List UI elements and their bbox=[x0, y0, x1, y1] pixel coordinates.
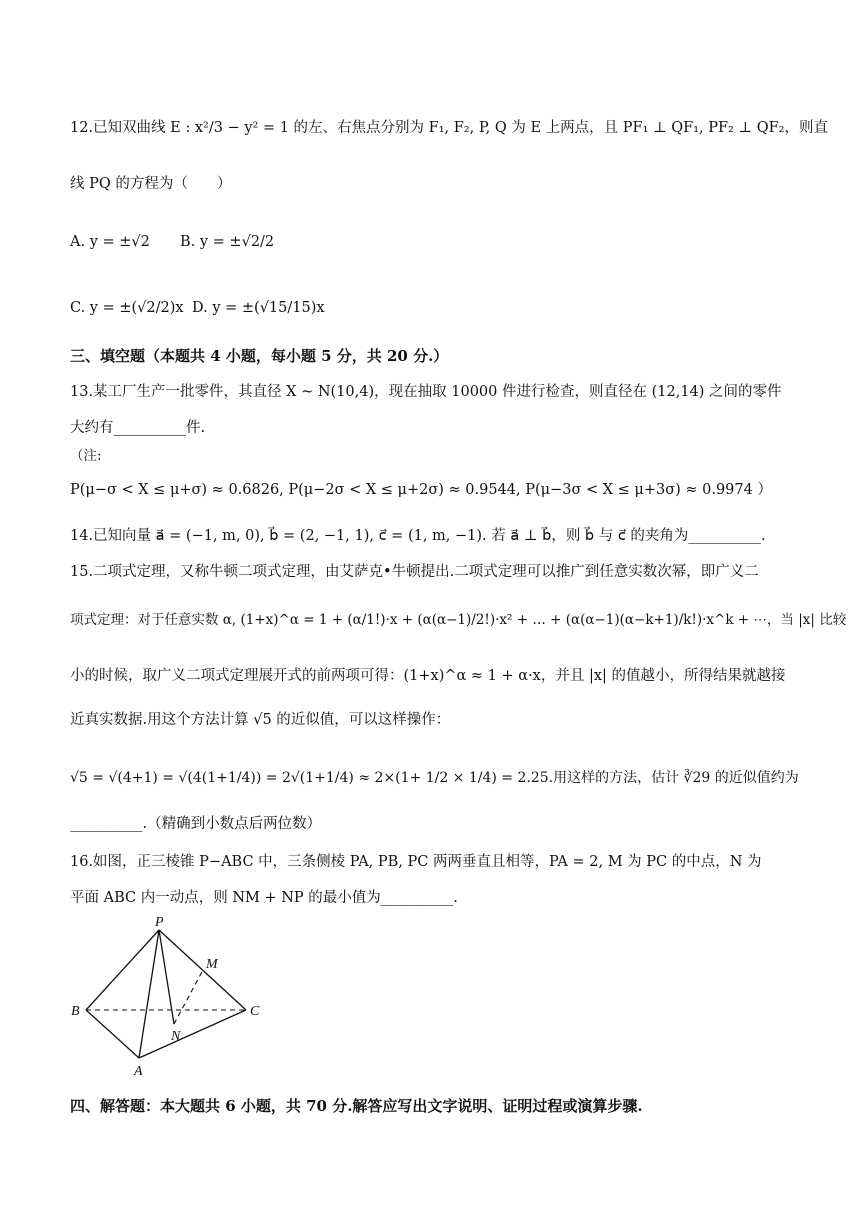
q12-stem-line1: 12.已知双曲线 E : x²/3 − y² = 1 的左、右焦点分别为 F₁, F₂, P, Q 为 E 上两点，且 PF₁ ⊥ QF₁, PF₂ ⊥ QF₂，则直 bbox=[70, 120, 828, 136]
section-4-title: 四、解答题：本大题共 6 小题，共 70 分.解答应写出文字说明、证明过程或演算步骤. bbox=[70, 1097, 643, 1115]
label-c: C bbox=[250, 1004, 260, 1019]
label-n: N bbox=[171, 1029, 181, 1044]
q12-option-b: B. y = ±√2/2 bbox=[180, 234, 275, 250]
q13-line1: 13.某工厂生产一批零件，其直径 X ~ N(10,4)，现在抽取 10000 件进行检查，则直径在 (12,14) 之间的零件 bbox=[70, 384, 782, 400]
q16-line1: 16.如图，正三棱锥 P−ABC 中，三条侧棱 PA, PB, PC 两两垂直且相等，PA = 2, M 为 PC 的中点，N 为 bbox=[70, 854, 762, 870]
label-b: B bbox=[71, 1004, 80, 1019]
q16-line2: 平面 ABC 内一动点，则 NM + NP 的最小值为__________. bbox=[70, 890, 458, 906]
q12-option-a: A. y = ±√2 bbox=[70, 234, 150, 250]
q14-line1: 14.已知向量 a⃗ = (−1, m, 0), b⃗ = (2, −1, 1), c⃗ = (1, m, −1). 若 a⃗ ⊥ b⃗，则 b⃗ 与 c⃗ 的夹角为__________. bbox=[70, 528, 766, 544]
edge-pc bbox=[159, 930, 246, 1010]
label-p: P bbox=[155, 915, 164, 930]
q13-note-label: （注: bbox=[70, 448, 102, 464]
pyramid-diagram bbox=[66, 912, 266, 1082]
edge-ac bbox=[139, 1010, 246, 1058]
q15-line1: 15.二项式定理，又称牛顿二项式定理，由艾萨克•牛顿提出.二项式定理可以推广到任意实数次幂，即广义二 bbox=[70, 564, 759, 580]
q15-line6: __________.（精确到小数点后两位数） bbox=[70, 816, 322, 832]
q15-line4: 近真实数据.用这个方法计算 √5 的近似值，可以这样操作： bbox=[70, 712, 451, 728]
pyramid-figure bbox=[66, 912, 266, 1082]
label-m: M bbox=[206, 957, 218, 972]
label-a: A bbox=[134, 1064, 143, 1079]
q12-option-d: D. y = ±(√15/15)x bbox=[192, 300, 325, 316]
q12-option-c: C. y = ±(√2/2)x bbox=[70, 300, 184, 316]
q12-stem-line2: 线 PQ 的方程为（ ） bbox=[70, 176, 232, 192]
section-3-title: 三、填空题（本题共 4 小题，每小题 5 分，共 20 分.） bbox=[70, 347, 449, 365]
q15-line5: √5 = √(4+1) = √(4(1+1/4)) = 2√(1+1/4) ≈ 2×(1+ 1/2 × 1/4) = 2.25.用这样的方法，估计 ∛29 的近似值约为 bbox=[70, 770, 799, 786]
q15-line3: 小的时候，取广义二项式定理展开式的前两项可得：(1+x)^α ≈ 1 + α·x，并且 |x| 的值越小，所得结果就越接 bbox=[70, 668, 786, 684]
q13-line2: 大约有__________件. bbox=[70, 420, 206, 436]
q15-line2: 项式定理：对于任意实数 α, (1+x)^α = 1 + (α/1!)·x + (α(α−1)/2!)·x² + … + (α(α−1)(α−k+1)/k!)·x^k + ⋯，当 |x| 比较 bbox=[70, 612, 847, 628]
q13-note-formula: P(μ−σ < X ≤ μ+σ) ≈ 0.6826, P(μ−2σ < X ≤ μ+2σ) ≈ 0.9544, P(μ−3σ < X ≤ μ+3σ) ≈ 0.9974 ） bbox=[70, 482, 772, 498]
edge-ab bbox=[86, 1010, 139, 1058]
segment-nm-hidden bbox=[174, 970, 203, 1024]
